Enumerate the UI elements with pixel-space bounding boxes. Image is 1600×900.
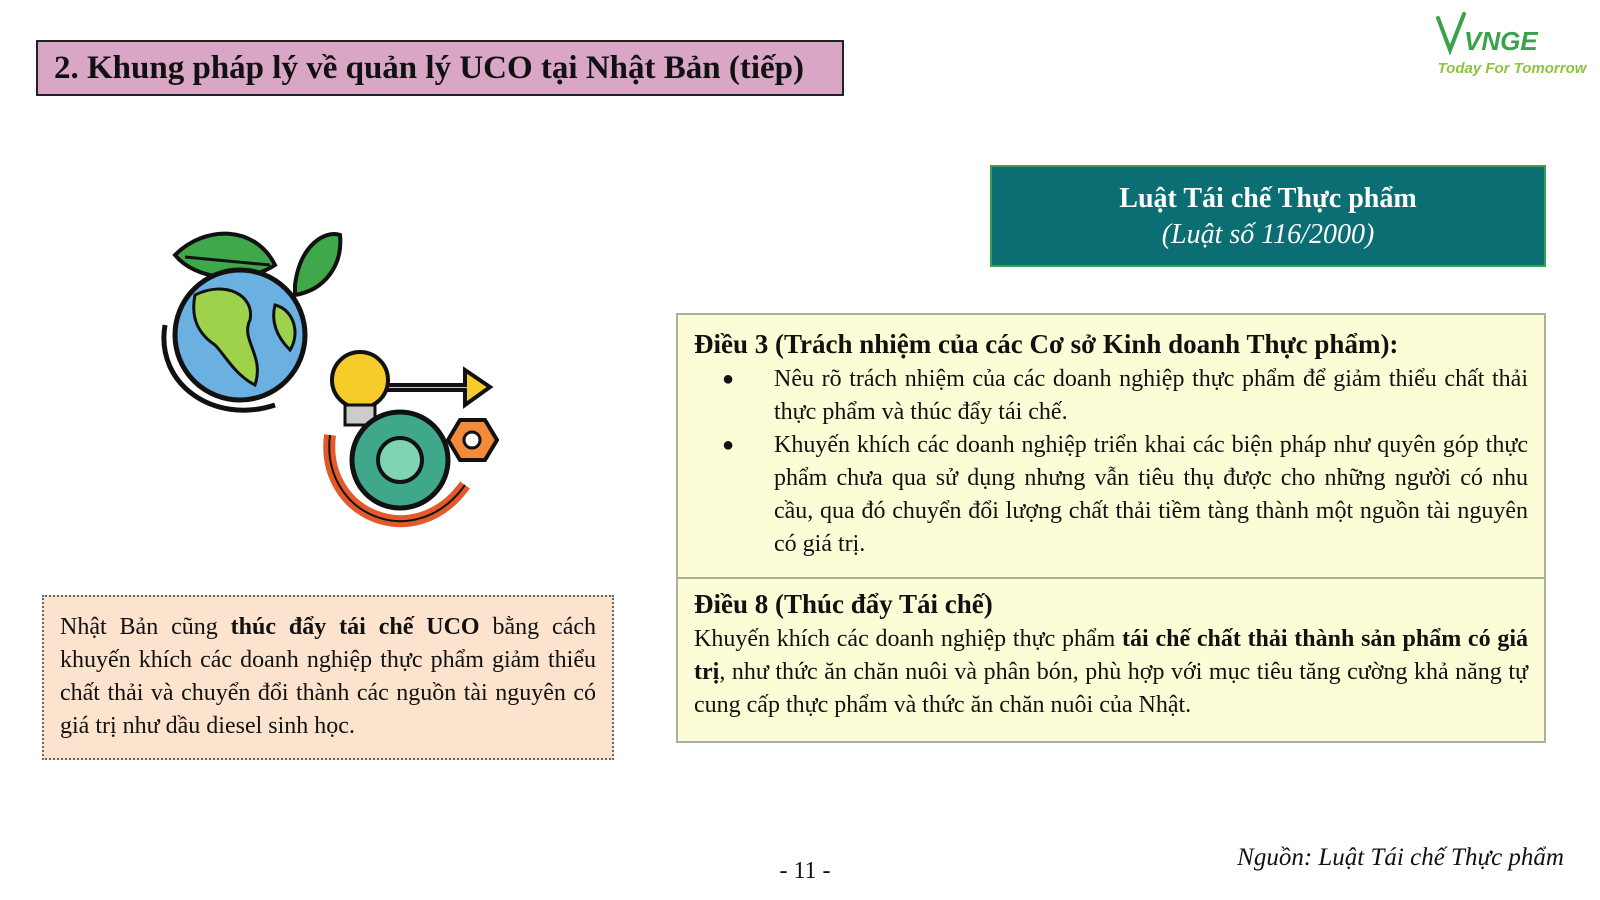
article-8	[694, 585, 1528, 722]
page-title: 2. Khung pháp lý về quản lý UCO tại Nhật Bản (tiếp)	[36, 40, 844, 96]
article-3	[694, 325, 1528, 561]
list-item-text: Nêu rõ trách nhiệm của các doanh nghiệp thực phẩm để giảm thiểu chất thải thực phẩm và thúc đẩy tái chế.	[774, 366, 1528, 425]
logo-tagline: Today For Tomorrow	[1437, 60, 1587, 77]
note-box	[42, 595, 614, 760]
list-item	[694, 363, 1528, 429]
divider	[678, 577, 1544, 579]
page-number: - 11 -	[779, 858, 831, 884]
law-number: (Luật số 116/2000)	[1161, 219, 1375, 250]
list-item	[694, 429, 1528, 561]
text-emphasis: thúc đẩy tái chế UCO	[230, 614, 480, 640]
text-part: bằng cách khuyến khích các doanh nghiệp thực phẩm giảm thiểu chất thải và chuyển đổi thành các nguồn tài nguyên có giá trị như dầu diesel sinh học.	[60, 614, 597, 739]
article-8-text	[694, 623, 1528, 722]
text-part: Nhật Bản cũng	[60, 614, 231, 640]
globe-recycle-idea-icon	[155, 225, 515, 565]
articles-panel	[676, 313, 1546, 743]
source-note: Nguồn: Luật Tái chế Thực phẩm	[1237, 844, 1564, 871]
text-part: , như thức ăn chăn nuôi và phân bón, phù hợp với mục tiêu tăng cường khả năng tự cung cấp thực phẩm và thức ăn chăn nuôi của Nhật.	[694, 659, 1528, 718]
bullet-icon: ●	[722, 368, 735, 390]
text-part: Khuyến khích các doanh nghiệp thực phẩm	[694, 626, 1123, 652]
bullet-icon: ●	[722, 434, 735, 456]
article-8-title: Điều 8 (Thúc đẩy Tái chế)	[694, 589, 993, 619]
logo-mark: VNGE	[1464, 26, 1538, 56]
law-name: Luật Tái chế Thực phẩm	[1119, 183, 1417, 214]
law-header	[990, 165, 1546, 267]
text-emphasis: tái chế chất thải thành sản phẩm có giá trị	[694, 626, 1528, 685]
article-3-title: Điều 3 (Trách nhiệm của các Cơ sở Kinh doanh Thực phẩm):	[694, 329, 1399, 359]
list-item-text: Khuyến khích các doanh nghiệp triển khai các biện pháp như quyên góp thực phẩm chưa qua sử dụng nhưng vẫn tiêu thụ được cho những người có nhu cầu, qua đó chuyển đổi lượng chất thải tiềm tàng thành một nguồn tài nguyên có giá trị.	[774, 432, 1528, 557]
